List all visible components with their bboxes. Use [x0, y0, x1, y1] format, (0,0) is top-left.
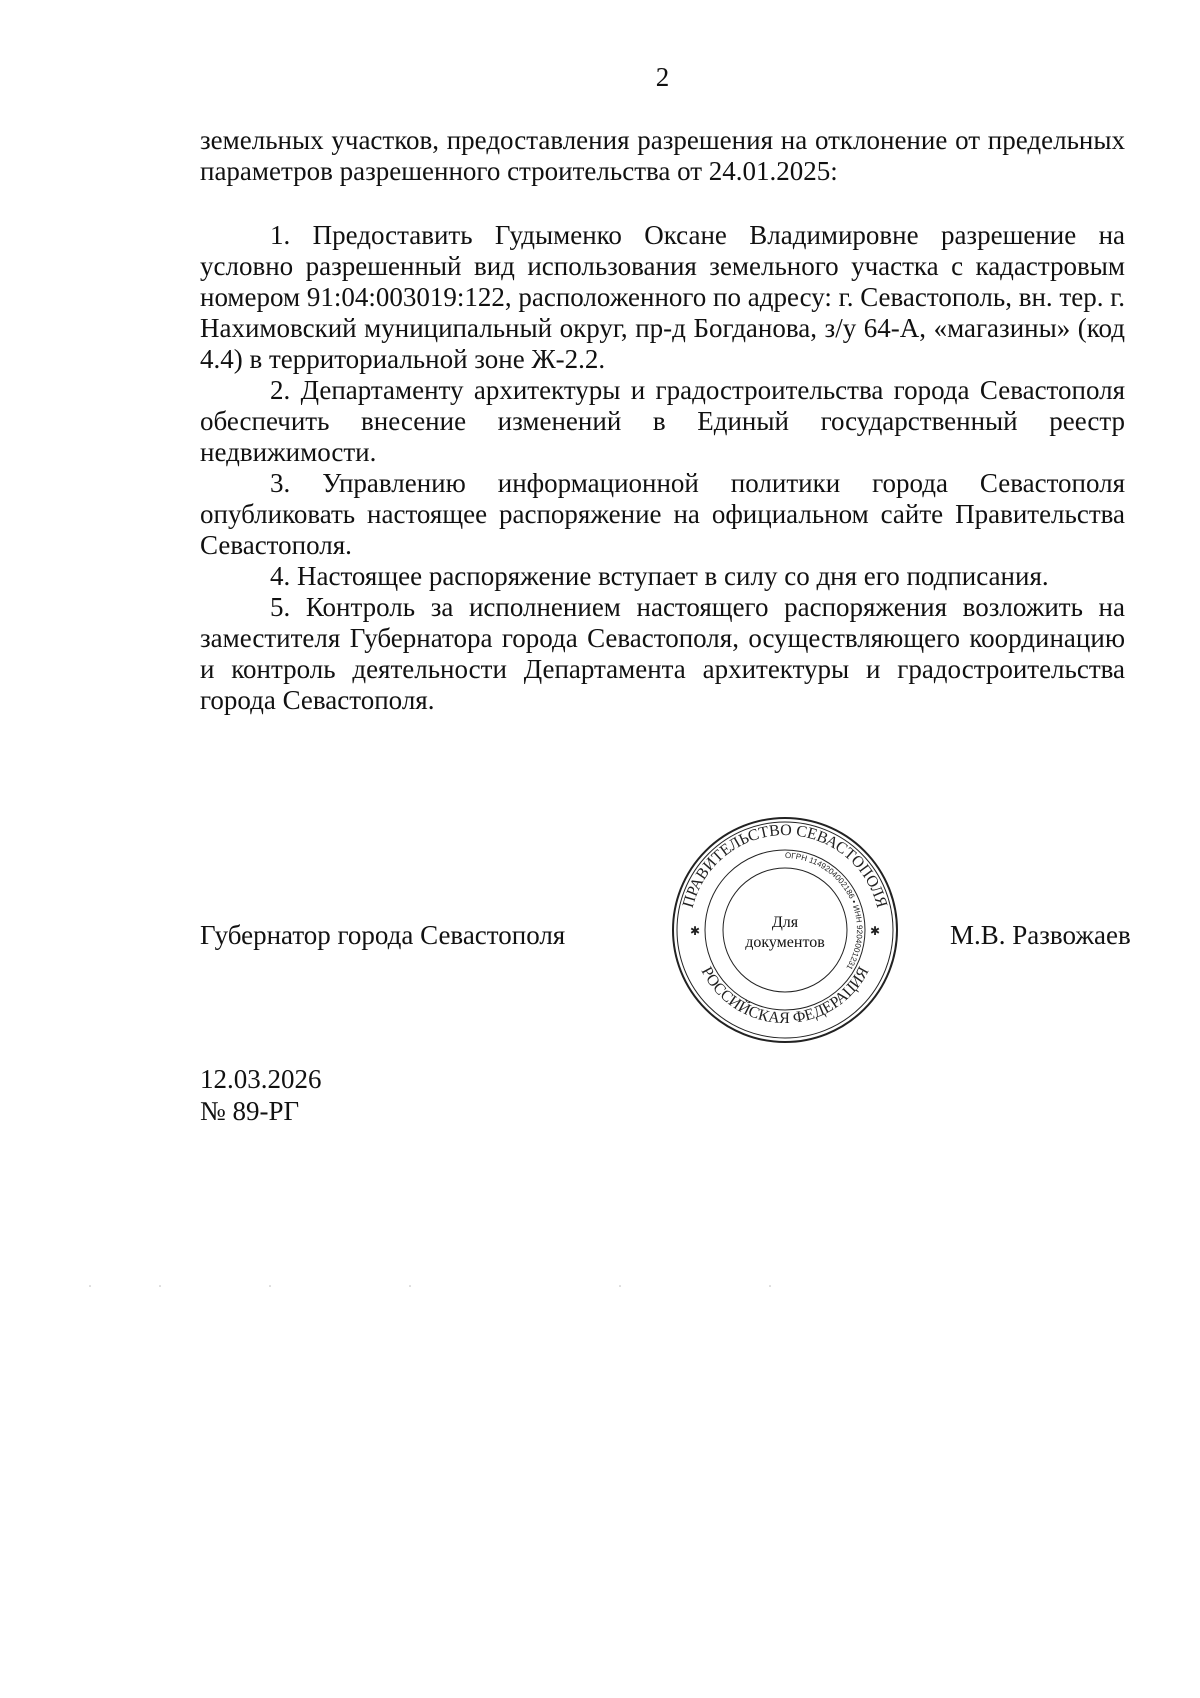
seal-top-text: ПРАВИТЕЛЬСТВО СЕВАСТОПОЛЯ	[679, 821, 891, 910]
item-2: 2. Департаменту архитектуры и градостроительства города Севастополя обеспечить внесение изменений в Единый государственный реестр недвижимости.	[200, 375, 1125, 467]
seal-inner-text: ОГРН 1149204002186 • ИНН 9204001231	[784, 850, 864, 972]
page-number: 2	[655, 62, 670, 92]
svg-text:ПРАВИТЕЛЬСТВО СЕВАСТОПОЛЯ	[680, 822, 890, 910]
document-date-block	[200, 1063, 322, 1127]
signatory-title: Губернатор города Севастополя	[200, 920, 566, 950]
official-seal	[670, 815, 900, 1045]
intro-paragraph: земельных участков, предоставления разрешения на отклонение от предельных параметров разрешенного строительства от 24.01.2025:	[200, 125, 1125, 186]
seal-star-left-icon: ✱	[690, 924, 701, 938]
item-4: 4. Настоящее распоряжение вступает в силу со дня его подписания.	[270, 561, 1049, 591]
seal-center-line2: документов	[745, 934, 825, 951]
seal-center-line1: Для	[771, 914, 799, 931]
document-number: № 89-РГ	[200, 1096, 300, 1126]
item-5: 5. Контроль за исполнением настоящего распоряжения возложить на заместителя Губернатора города Севастополя, осуществляющего координацию и контроль деятельности Департамента архитектуры и градостроительства города Севастополя.	[200, 592, 1125, 715]
signatory-name: М.В. Развожаев	[950, 920, 1131, 950]
item-1: 1. Предоставить Гудыменко Оксане Владимировне разрешение на условно разрешенный вид использования земельного участка с кадастровым номером 91:04:003019:122, расположенного по адресу: г. Севастополь, вн. тер. г. Нахимовский муниципальный округ, пр-д Богданова, з/у 64-А, «магазины» (код 4.4) в территориальной зоне Ж-2.2.	[200, 220, 1125, 374]
svg-text:РОССИЙСКАЯ ФЕДЕРАЦИЯ	[698, 964, 873, 1027]
seal-bottom-text: РОССИЙСКАЯ ФЕДЕРАЦИЯ	[697, 964, 873, 1028]
seal-star-right-icon: ✱	[870, 924, 881, 938]
scan-artifact-dots	[80, 1285, 1120, 1287]
document-date: 12.03.2026	[200, 1064, 322, 1094]
numbered-items	[200, 220, 1125, 716]
item-3: 3. Управлению информационной политики города Севастополя опубликовать настоящее распоряжение на официальном сайте Правительства Севастополя.	[200, 468, 1125, 560]
